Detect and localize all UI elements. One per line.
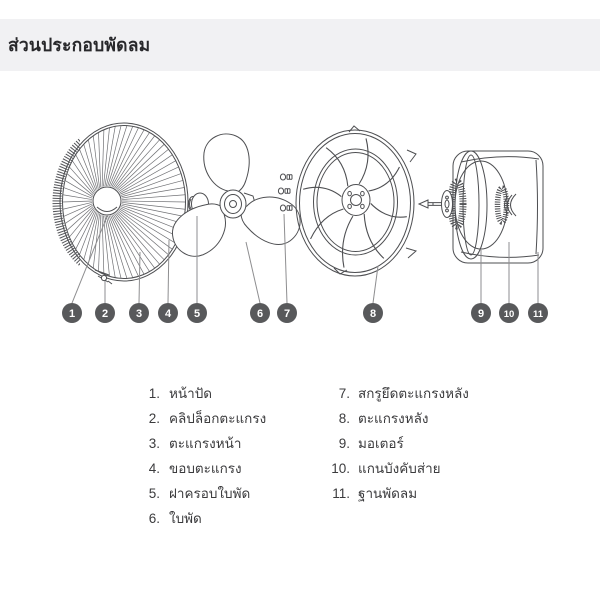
callout-number: 6 — [256, 308, 264, 320]
legend-item-label: ฐานพัดลม — [358, 486, 418, 501]
callout-number: 2 — [101, 308, 109, 320]
rear-grille-hub — [342, 185, 370, 216]
legend-item — [326, 384, 469, 409]
callout-6 — [246, 242, 270, 323]
legend-item-number: 2. — [148, 411, 160, 426]
legend-item — [138, 434, 266, 459]
callout-leader-line — [139, 252, 140, 303]
legend-item — [326, 459, 469, 484]
legend-item-number: 11. — [332, 486, 350, 501]
legend-column-right — [326, 384, 469, 509]
legend-item-label: มอเตอร์ — [358, 436, 404, 451]
legend-item-number: 8. — [338, 411, 350, 426]
callout-9 — [471, 250, 491, 323]
callout-number: 7 — [283, 308, 291, 320]
legend-item-number: 5. — [148, 486, 160, 501]
legend-item — [138, 484, 266, 509]
legend-item-label: หน้าปัด — [169, 386, 213, 401]
legend-item-label: ฝาครอบใบพัด — [169, 486, 251, 501]
legend-item-number: 1. — [148, 386, 160, 401]
callout-number: 10 — [503, 309, 515, 320]
front-dial — [93, 187, 121, 215]
legend-item-label: ใบพัด — [169, 511, 202, 526]
callout-2 — [95, 281, 115, 323]
legend-item-number: 3. — [148, 436, 160, 451]
callout-number: 4 — [164, 308, 172, 320]
legend-item — [326, 409, 469, 434]
callout-number: 9 — [477, 308, 485, 320]
legend-item — [326, 484, 469, 509]
legend-item-label: ตะแกรงหน้า — [169, 436, 242, 451]
callout-number: 8 — [369, 308, 377, 320]
callout-leader-line — [168, 240, 169, 303]
legend-item-label: ขอบตะแกรง — [169, 461, 242, 476]
callout-4 — [158, 240, 178, 323]
callout-number: 1 — [68, 308, 76, 320]
legend-item-label: ตะแกรงหลัง — [358, 411, 429, 426]
legend-item-number: 4. — [148, 461, 160, 476]
callout-number: 3 — [135, 308, 143, 320]
blade-hub — [220, 190, 246, 218]
legend-item — [138, 509, 266, 534]
legend-item-number: 6. — [148, 511, 160, 526]
motor — [419, 151, 507, 259]
callout-leader-line — [246, 242, 260, 303]
callout-10 — [499, 242, 519, 323]
rear-grille — [296, 126, 416, 276]
legend-item — [138, 409, 266, 434]
motor-rear-ribbing — [498, 188, 507, 222]
motor-shaft — [419, 200, 442, 208]
legend-item-number: 10. — [331, 461, 350, 476]
legend-item-label: คลิปล็อกตะแกรง — [169, 411, 267, 426]
legend-item-label: สกรูยึดตะแกรงหลัง — [358, 386, 469, 401]
legend-item — [326, 434, 469, 459]
screw — [280, 174, 292, 180]
screw — [278, 188, 290, 194]
legend-item-number: 7. — [338, 386, 350, 401]
callout-number: 11 — [532, 309, 544, 320]
legend-item-number: 9. — [338, 436, 350, 451]
legend-item — [138, 459, 266, 484]
callout-number: 5 — [193, 308, 201, 320]
motor-front-hub — [442, 191, 453, 218]
legend-item — [138, 384, 266, 409]
legend-column-left — [138, 384, 266, 534]
page-title: ส่วนประกอบพัดลม — [8, 35, 151, 55]
legend-item-label: แกนบังคับส่าย — [358, 461, 441, 476]
